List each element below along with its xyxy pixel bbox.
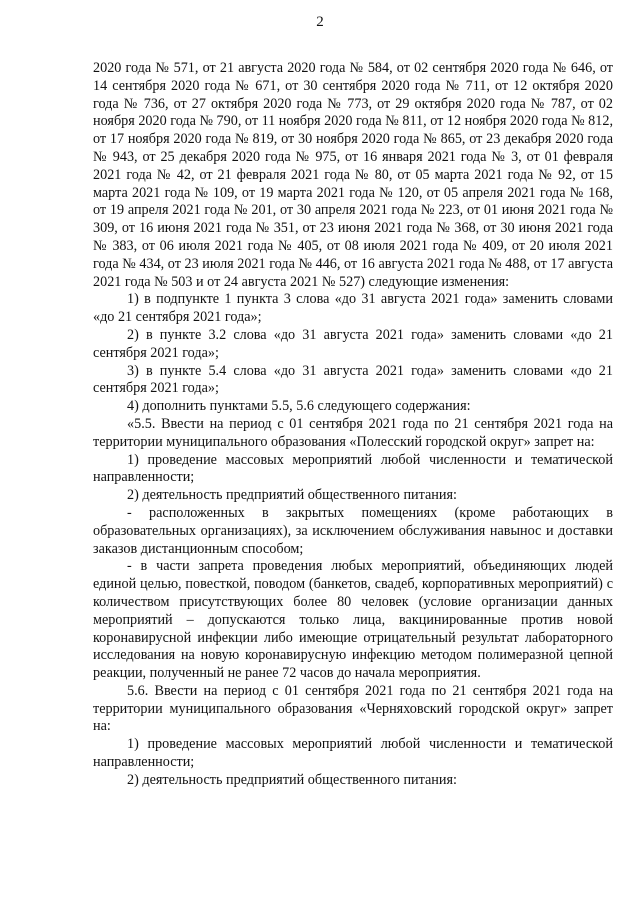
clause-5-6-intro: 5.6. Ввести на период с 01 сентября 2021 года по 21 сентября 2021 года на территории муниципального образования «Черняховский городской округ» запрет на: [93, 682, 613, 735]
amendment-item-4: 4) дополнить пунктами 5.5, 5.6 следующего содержания: [127, 398, 471, 415]
clause-5-5-item-2-dash-1: - расположенных в закрытых помещениях (кроме работающих в образовательных организациях), за исключением обслуживания навынос и доставки заказов дистанционным способом; [93, 504, 613, 557]
amendment-item-3: 3) в пункте 5.4 слова «до 31 августа 2021 года» заменить словами «до 21 сентября 2021 года»; [93, 362, 613, 397]
clause-5-5-item-1: 1) проведение массовых мероприятий любой численности и тематической направленности; [93, 451, 613, 486]
amendment-item-2: 2) в пункте 3.2 слова «до 31 августа 2021 года» заменить словами «до 21 сентября 2021 года»; [93, 326, 613, 361]
clause-5-5-item-2-dash-2: - в части запрета проведения любых мероприятий, объединяющих людей единой целью, повесткой, поводом (банкетов, свадеб, корпоративных мероприятий) с количеством присутствующих более 80 человек (условие организации данных мероприятий – допускаются только лица, вакцинированные против новой коронавирусной инфекции либо имеющие отрицательный результат лабораторного исследования на новую коронавирусную инфекцию методом полимеразной цепной реакции, полученный не ранее 72 часов до начала мероприятия. [93, 558, 613, 682]
amendment-item-1: 1) в подпункте 1 пункта 3 слова «до 31 августа 2021 года» заменить словами «до 21 сентября 2021 года»; [93, 291, 613, 326]
document-body [93, 60, 613, 790]
clause-5-5-intro: «5.5. Ввести на период с 01 сентября 2021 года по 21 сентября 2021 года на территории муниципального образования «Полесский городской округ» запрет на: [93, 415, 613, 450]
clause-5-5-item-2: 2) деятельность предприятий общественного питания: [127, 487, 457, 504]
amendment-references-paragraph: 2020 года № 571, от 21 августа 2020 года № 584, от 02 сентября 2020 года № 646, от 14 сентября 2020 года № 671, от 30 сентября 2020 года № 711, от 12 октября 2020 года № 736, от 27 октября 2020 года № 773, от 29 октября 2020 года № 787, от 02 ноября 2020 года № 790, от 11 ноября 2020 года № 811, от 12 ноября 2020 года № 812, от 17 ноября 2020 года № 819, от 30 ноября 2020 года № 865, от 23 декабря 2020 года № 943, от 25 декабря 2020 года № 975, от 16 января 2021 года № 3, от 01 февраля 2021 года № 42, от 21 февраля 2021 года № 80, от 05 марта 2021 года № 92, от 15 марта 2021 года № 109, от 19 марта 2021 года № 120, от 05 апреля 2021 года № 168, от 19 апреля 2021 года № 201, от 30 апреля 2021 года № 223, от 01 июня 2021 года № 309, от 16 июня 2021 года № 351, от 23 июня 2021 года № 368, от 30 июня 2021 года № 383, от 06 июля 2021 года № 405, от 08 июля 2021 года № 409, от 20 июля 2021 года № 434, от 23 июля 2021 года № 446, от 16 августа 2021 года № 488, от 17 августа 2021 года № 503 и от 24 августа 2021 № 527) следующие изменения: [93, 60, 613, 290]
clause-5-6-item-1: 1) проведение массовых мероприятий любой численности и тематической направленности; [93, 736, 613, 771]
clause-5-6-item-2: 2) деятельность предприятий общественного питания: [127, 771, 457, 788]
page-number: 2 [316, 14, 324, 30]
